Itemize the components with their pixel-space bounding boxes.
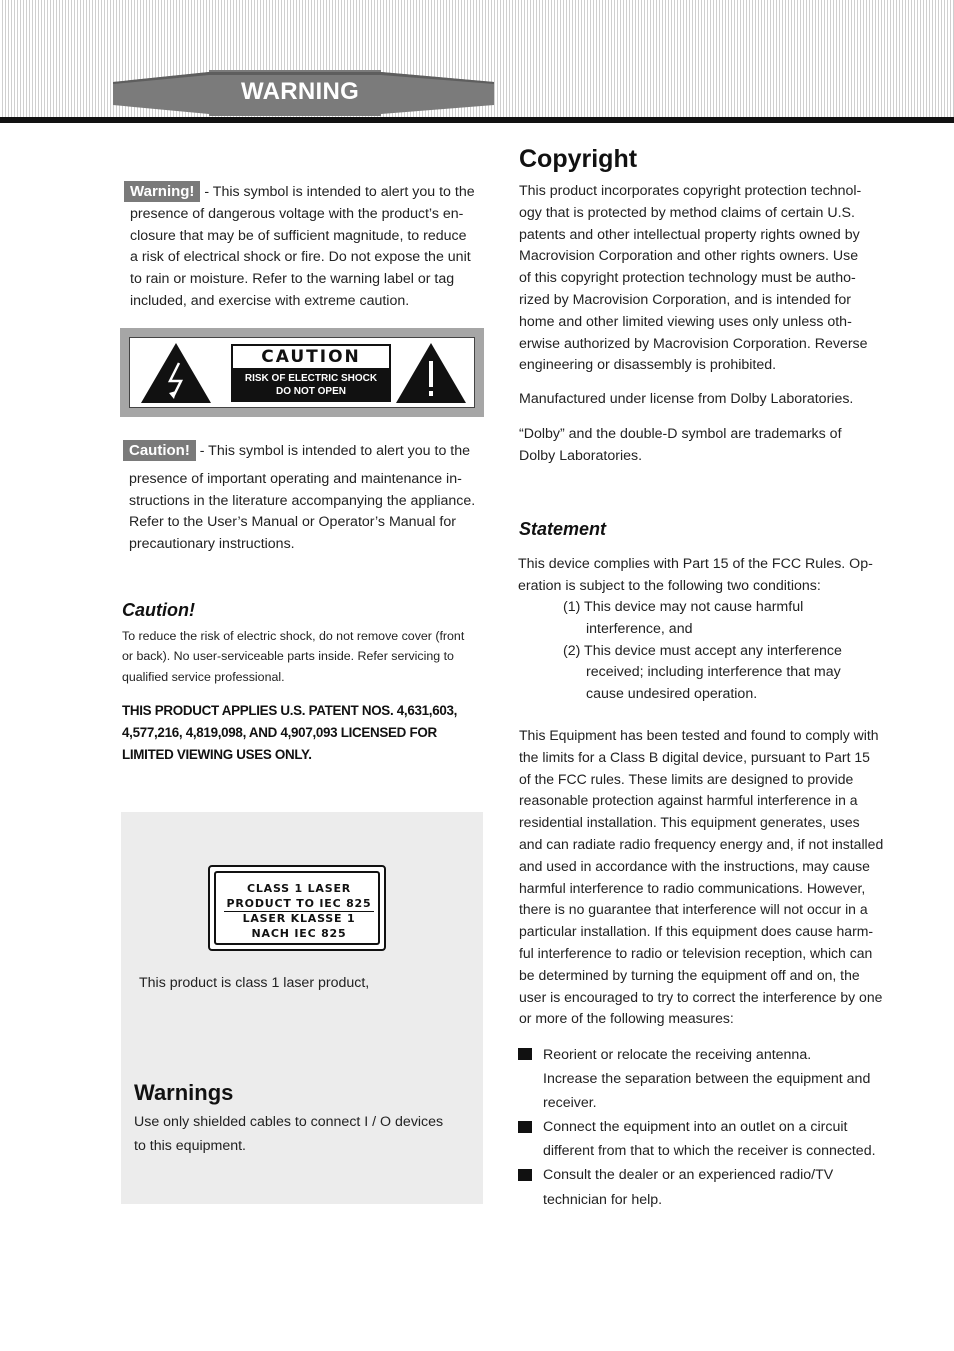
patent-line: THIS PRODUCT APPLIES U.S. PATENT NOS. 4,631,603, xyxy=(122,703,458,718)
measure-line: Consult the dealer or an experienced radio/TV xyxy=(543,1167,834,1184)
bullet-icon xyxy=(518,1048,532,1060)
caution-title: CAUTION xyxy=(233,346,389,368)
copyright-line: rized by Macrovision Corporation, and is intended for xyxy=(519,291,851,308)
caution-subtitle xyxy=(231,372,391,398)
warnings-line: Use only shielded cables to connect I / O devices xyxy=(134,1114,444,1130)
caution-small-line: or back). No user-serviceable parts inside. Refer servicing to xyxy=(122,649,454,664)
fcc-text xyxy=(519,725,901,1030)
bullet-icon xyxy=(518,1169,532,1181)
fcc-line: This Equipment has been tested and found to comply with xyxy=(519,727,879,743)
caution-tag: Caution! xyxy=(123,440,196,461)
copyright-line: home and other limited viewing uses only unless oth- xyxy=(519,313,852,330)
statement-heading: Statement xyxy=(519,519,607,539)
laser-label-line: PRODUCT TO IEC 825 xyxy=(226,897,372,910)
warning-line: included, and exercise with extreme caution. xyxy=(130,292,410,309)
caution-line: - This symbol is intended to alert you to the xyxy=(195,443,470,459)
patent-line: LIMITED VIEWING USES ONLY. xyxy=(122,747,312,762)
patent-line: 4,577,216, 4,819,098, AND 4,907,093 LICENSED FOR xyxy=(122,725,437,740)
measure-line: Connect the equipment into an outlet on a circuit xyxy=(543,1119,848,1136)
caution-line: precautionary instructions. xyxy=(129,536,295,553)
copyright-line: Macrovision Corporation and other rights owners. Use xyxy=(519,248,859,265)
fcc-line: user is encouraged to try to correct the interference by one xyxy=(519,988,883,1005)
copyright-line: This product incorporates copyright protection technol- xyxy=(519,183,862,199)
fcc-line: the limits for a Class B digital device, pursuant to Part 15 xyxy=(519,748,870,765)
header-rule xyxy=(0,117,954,123)
warning-line: a risk of electrical shock or fire. Do not expose the unit xyxy=(130,249,471,266)
measures-list xyxy=(543,1043,903,1212)
statement-line: eration is subject to the following two conditions: xyxy=(518,577,821,594)
fcc-line: and used in accordance with the instructions, may cause xyxy=(519,857,870,874)
conditions-list xyxy=(563,597,893,706)
laser-label-line: LASER KLASSE 1 xyxy=(242,912,356,925)
caution-label-box xyxy=(120,328,484,417)
caution-small-text xyxy=(122,626,488,687)
condition-line: (1) This device may not cause harmful xyxy=(563,599,804,615)
dolby-line: “Dolby” and the double-D symbol are trademarks of xyxy=(519,426,842,442)
fcc-line: there is no guarantee that interference will not occur in a xyxy=(519,901,868,918)
caution-sub-line: RISK OF ELECTRIC SHOCK xyxy=(244,373,378,384)
warnings-heading: Warnings xyxy=(134,1080,234,1105)
laser-label-line: NACH IEC 825 xyxy=(251,927,347,940)
copyright-heading: Copyright xyxy=(519,145,638,173)
measure-line: Reorient or relocate the receiving antenna. xyxy=(543,1047,812,1063)
exclamation-icon xyxy=(394,341,468,405)
fcc-line: be determined by turning the equipment off and on, the xyxy=(519,966,860,983)
dolby-license: Manufactured under license from Dolby Laboratories. xyxy=(519,391,854,407)
warnings-text xyxy=(134,1110,443,1158)
caution-line: presence of important operating and maintenance in- xyxy=(129,470,462,487)
warning-symbol-paragraph xyxy=(124,181,488,313)
banner-title: WARNING xyxy=(241,78,360,105)
caution-symbol-paragraph xyxy=(123,440,488,556)
condition-line: (2) This device must accept any interference xyxy=(563,642,842,659)
electric-shock-icon xyxy=(139,341,213,405)
caution-heading: Caution! xyxy=(122,600,195,620)
patent-notice xyxy=(122,700,488,766)
copyright-line: of this copyright protection technology must be autho- xyxy=(519,270,856,287)
warning-tag: Warning! xyxy=(124,181,200,202)
copyright-line: engineering or disassembly is prohibited. xyxy=(519,357,777,374)
fcc-line: ful interference to radio or television reception, which can xyxy=(519,944,873,961)
warning-line: closure that may be of sufficient magnitude, to reduce xyxy=(130,227,467,244)
caution-line: Refer to the User’s Manual or Operator’s Manual for xyxy=(129,514,456,531)
fcc-line: of the FCC rules. These limits are designed to provide xyxy=(519,770,854,787)
dolby-line: Dolby Laboratories. xyxy=(519,447,643,464)
copyright-line: erwise authorized by Macrovision Corporation. Reverse xyxy=(519,335,868,352)
warning-line: presence of dangerous voltage with the product’s en- xyxy=(130,205,464,222)
warning-line: to rain or moisture. Refer to the warning label or tag xyxy=(130,271,455,288)
condition-line: cause undesired operation. xyxy=(586,686,758,703)
fcc-line: harmful interference to radio communications. However, xyxy=(519,879,866,896)
measure-line: receiver. xyxy=(543,1095,597,1112)
fcc-line: and can radiate radio frequency energy and, if not installed xyxy=(519,835,884,852)
bullet-icon xyxy=(518,1121,532,1133)
caution-label xyxy=(231,344,391,402)
fcc-line: reasonable protection against harmful interference in a xyxy=(519,792,858,809)
measure-line: technician for help. xyxy=(543,1191,663,1208)
fcc-line: particular installation. If this equipment does cause harm- xyxy=(519,923,874,940)
copyright-line: patents and other intellectual property rights owned by xyxy=(519,226,860,243)
laser-label-line: CLASS 1 LASER xyxy=(246,882,352,895)
condition-line: received; including interference that may xyxy=(586,664,841,681)
warnings-line: to this equipment. xyxy=(134,1138,246,1154)
statement-line: This device complies with Part 15 of the FCC Rules. Op- xyxy=(518,556,873,572)
laser-label xyxy=(208,865,386,951)
copyright-text xyxy=(519,181,879,377)
copyright-line: ogy that is protected by method claims of certain U.S. xyxy=(519,204,855,221)
fcc-line: or more of the following measures: xyxy=(519,1010,734,1027)
warning-line: - This symbol is intended to alert you to the xyxy=(200,184,475,200)
dolby-trademark xyxy=(519,424,879,468)
caution-line: structions in the literature accompanying the appliance. xyxy=(129,492,476,509)
caution-sub-line: DO NOT OPEN xyxy=(275,386,346,397)
condition-line: interference, and xyxy=(586,620,693,637)
statement-text xyxy=(518,554,900,598)
caution-small-line: qualified service professional. xyxy=(122,669,285,684)
fcc-line: residential installation. This equipment generates, uses xyxy=(519,814,860,831)
measure-line: different from that to which the receiver is connected. xyxy=(543,1143,876,1160)
caution-small-line: To reduce the risk of electric shock, do not remove cover (front xyxy=(122,629,465,643)
laser-text: This product is class 1 laser product, xyxy=(139,975,370,991)
measure-line: Increase the separation between the equipment and xyxy=(543,1071,871,1088)
warning-banner xyxy=(113,70,494,116)
